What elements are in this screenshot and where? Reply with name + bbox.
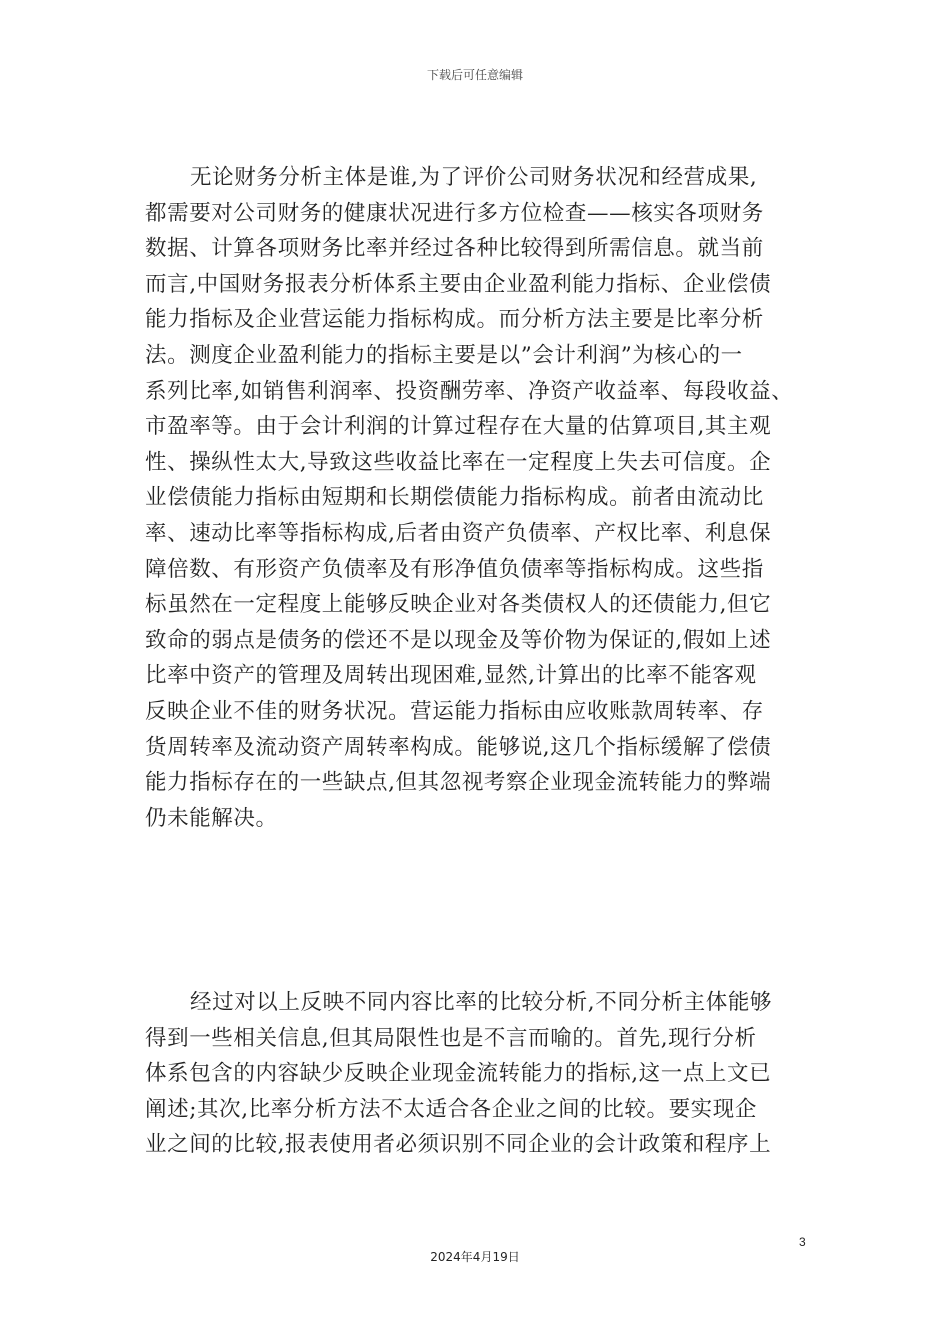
text-line: 致命的弱点是债务的偿还不是以现金及等价物为保证的,假如上述 xyxy=(145,627,772,653)
text-line: 仍未能解决。 xyxy=(145,805,278,831)
paragraph-1-text xyxy=(145,160,815,836)
text-line: 障倍数、有形资产负债率及有形净值负债率等指标构成。这些指 xyxy=(145,556,764,582)
text-line: 标虽然在一定程度上能够反映企业对各类债权人的还债能力,但它 xyxy=(145,592,772,618)
text-line: 阐述;其次,比率分析方法不太适合各企业之间的比较。要实现企 xyxy=(145,1096,757,1122)
paragraph-2-text xyxy=(145,985,815,1163)
text-line: 能力指标存在的一些缺点,但其忽视考察企业现金流转能力的弊端 xyxy=(145,770,772,796)
text-line: 性、操纵性太大,导致这些收益比率在一定程度上失去可信度。企 xyxy=(145,449,772,475)
text-line: 业之间的比较,报表使用者必须识别不同企业的会计政策和程序上 xyxy=(145,1132,772,1158)
text-line: 得到一些相关信息,但其局限性也是不言而喻的。首先,现行分析 xyxy=(145,1025,757,1051)
text-line: 货周转率及流动资产周转率构成。能够说,这几个指标缓解了偿债 xyxy=(145,734,772,760)
text-line: 而言,中国财务报表分析体系主要由企业盈利能力指标、企业偿债 xyxy=(145,271,772,297)
text-line: 能力指标及企业营运能力指标构成。而分析方法主要是比率分析 xyxy=(145,307,764,333)
page-header: 下载后可任意编辑 xyxy=(426,68,523,82)
text-line: 数据、计算各项财务比率并经过各种比较得到所需信息。就当前 xyxy=(145,236,764,262)
paragraph-2 xyxy=(145,985,815,1163)
text-line: 无论财务分析主体是谁,为了评价公司财务状况和经营成果, xyxy=(190,165,758,190)
text-line: 经过对以上反映不同内容比率的比较分析,不同分析主体能够 xyxy=(190,990,773,1015)
footer-date: 2024年4月19日 xyxy=(430,1250,520,1264)
text-line: 法。测度企业盈利能力的指标主要是以”会计利润”为核心的一 xyxy=(145,342,743,368)
paragraph-1 xyxy=(145,160,815,836)
text-line: 反映企业不佳的财务状况。营运能力指标由应收账款周转率、存 xyxy=(145,698,764,724)
text-line: 体系包含的内容缺少反映企业现金流转能力的指标,这一点上文已 xyxy=(145,1061,772,1087)
text-line: 市盈率等。由于会计利润的计算过程存在大量的估算项目,其主观 xyxy=(145,414,772,440)
text-line: 业偿债能力指标由短期和长期偿债能力指标构成。前者由流动比 xyxy=(145,485,764,511)
text-line: 率、速动比率等指标构成,后者由资产负债率、产权比率、利息保 xyxy=(145,520,772,546)
page-number: 3 xyxy=(799,1235,806,1249)
text-line: 都需要对公司财务的健康状况进行多方位检查——核实各项财务 xyxy=(145,200,764,226)
text-line: 比率中资产的管理及周转出现困难,显然,计算出的比率不能客观 xyxy=(145,663,757,689)
text-line: 系列比率,如销售利润率、投资酬劳率、净资产收益率、每段收益、 xyxy=(145,378,794,404)
